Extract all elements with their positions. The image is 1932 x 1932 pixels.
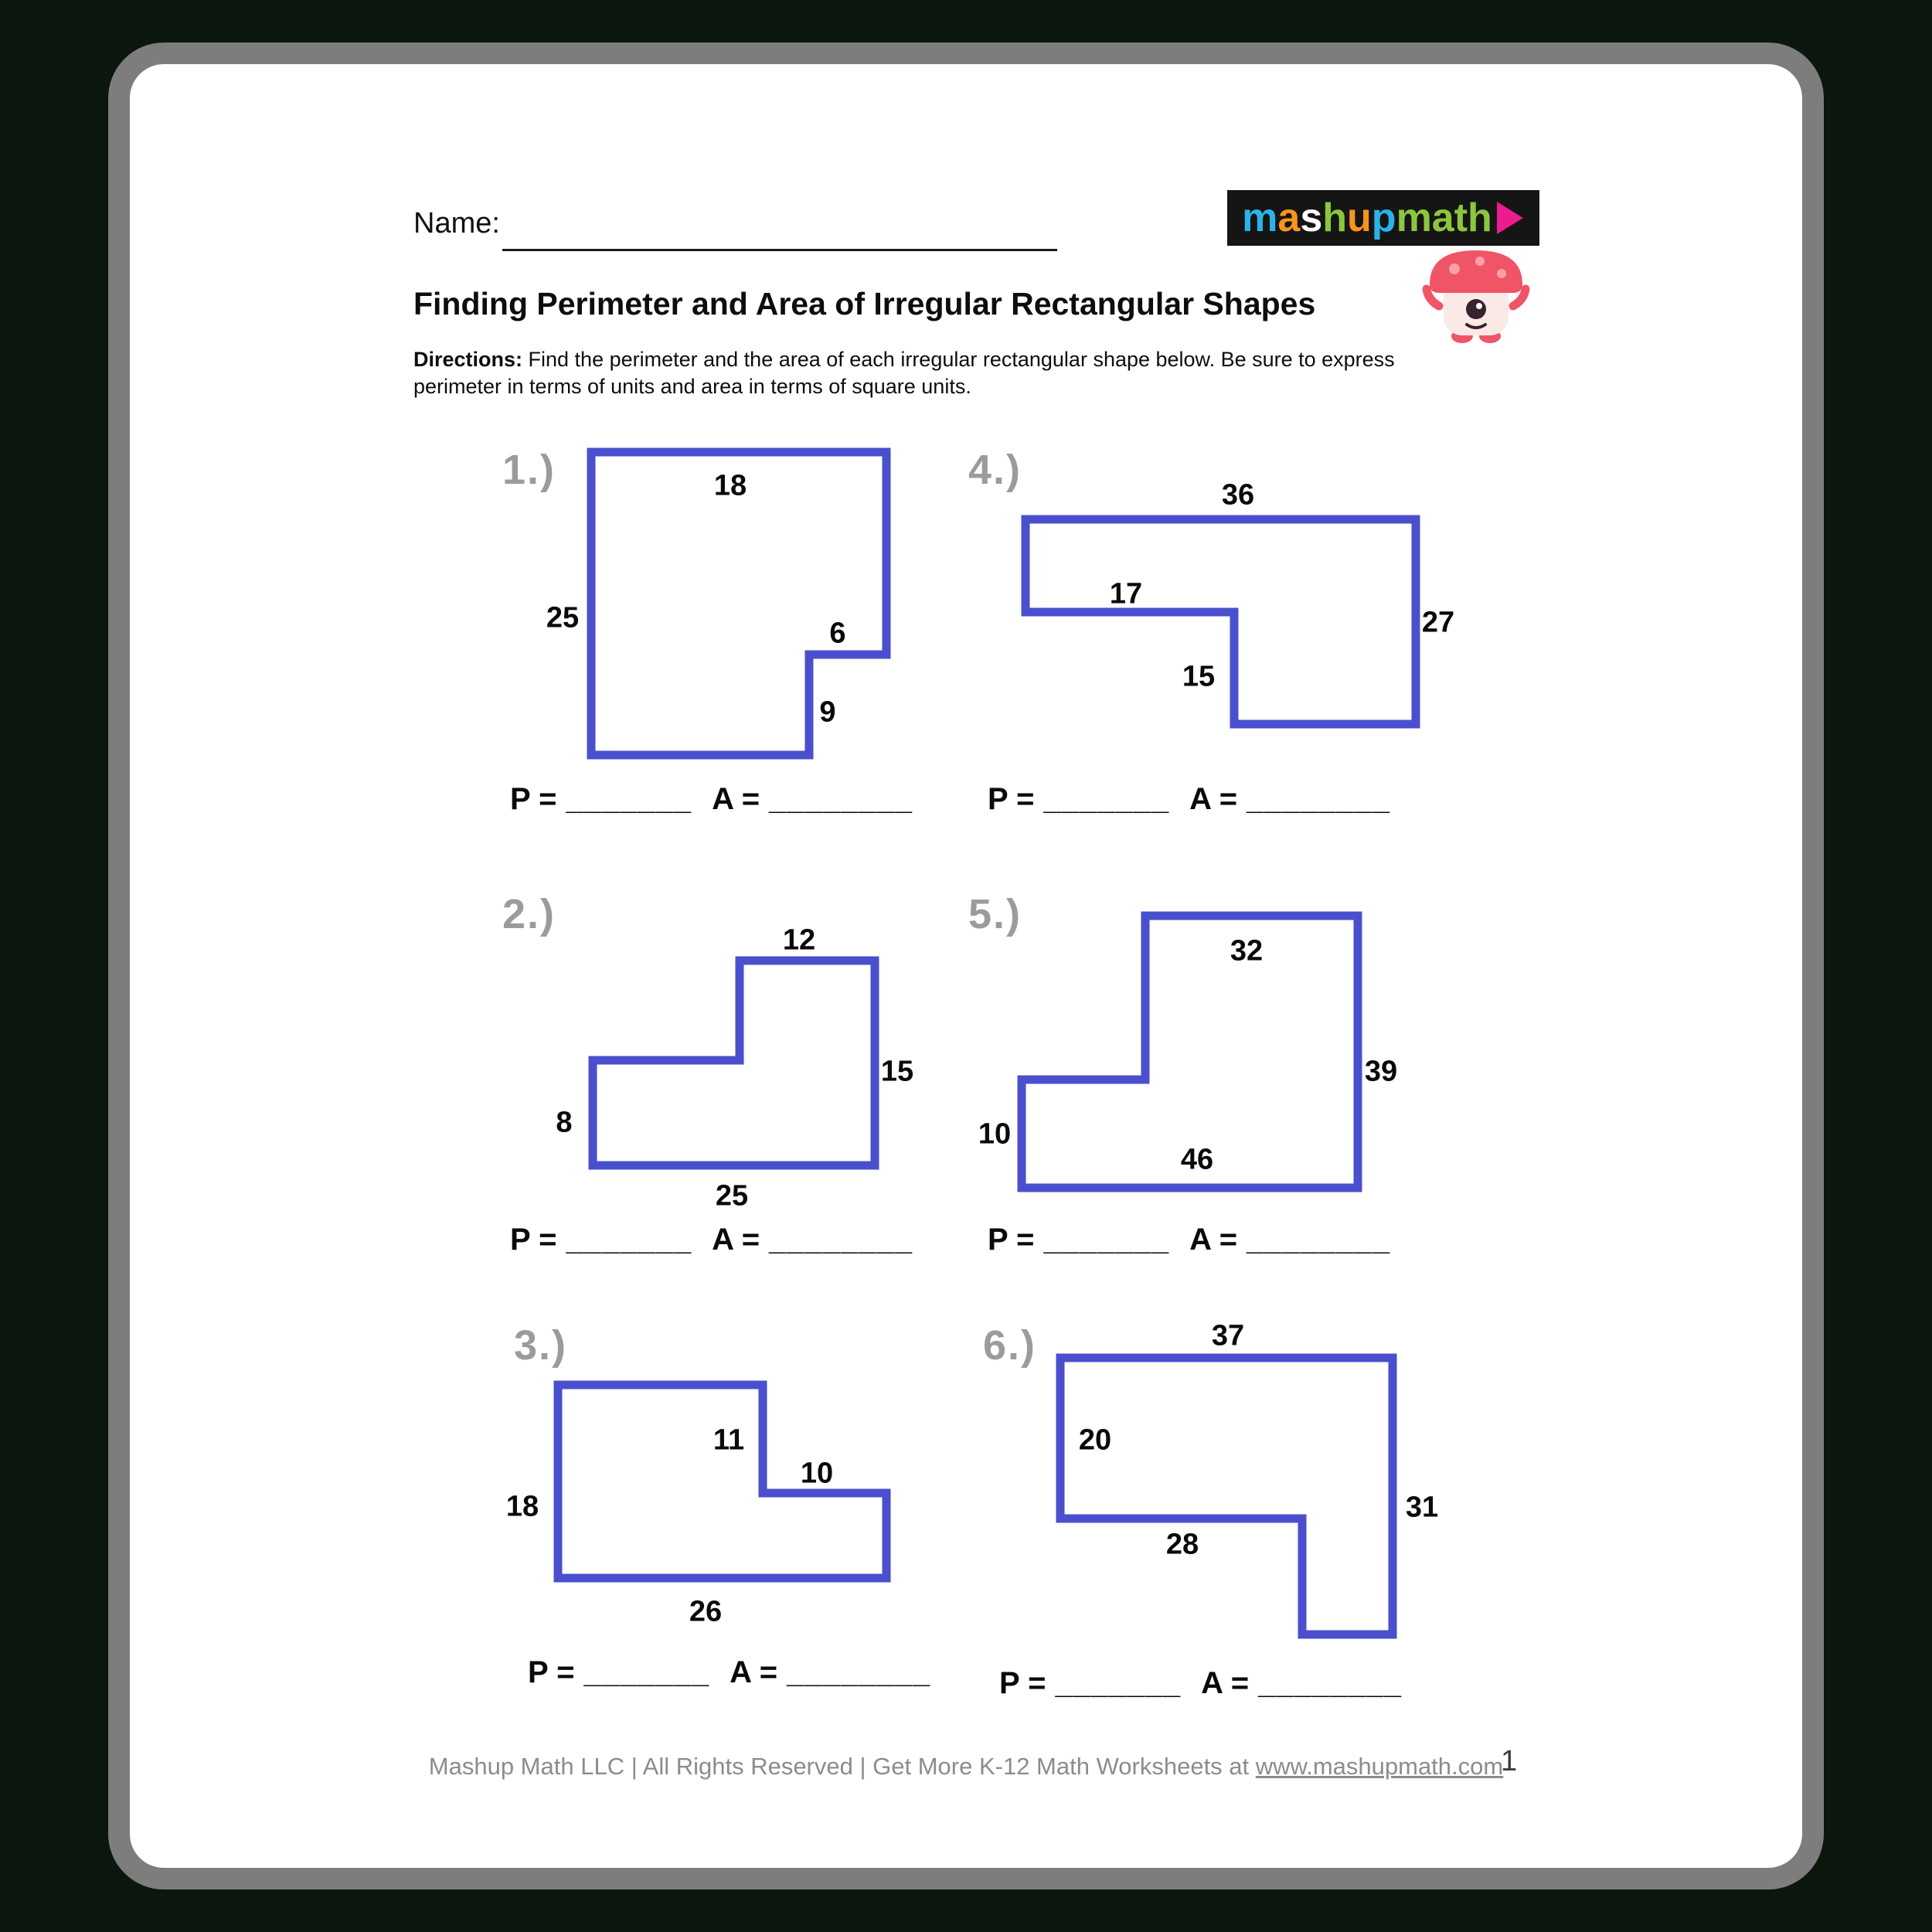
dim-label-step: 10 [800, 1457, 834, 1490]
answer-line-2 [510, 1223, 913, 1257]
shape-6-outline [1056, 1354, 1397, 1639]
footer-link[interactable]: www.mashupmath.com [1255, 1753, 1504, 1780]
dim-label-top: 12 [782, 923, 816, 957]
dim-label-top: 11 [713, 1423, 745, 1457]
dim-label-right: 39 [1364, 1055, 1398, 1088]
dim-label-step-height: 9 [819, 696, 836, 729]
footer [131, 1753, 1801, 1781]
perimeter-label: P = [999, 1666, 1046, 1700]
shape-4-outline [1022, 515, 1420, 729]
perimeter-blank: _______ [1055, 1666, 1182, 1700]
shape-2-outline [589, 957, 879, 1170]
answer-line-6 [999, 1666, 1402, 1701]
answer-line-1 [510, 782, 913, 817]
dim-label-left: 8 [556, 1106, 573, 1139]
dim-label-step-width: 6 [829, 617, 846, 650]
answer-line-4 [988, 782, 1390, 817]
dim-label-bottom: 25 [715, 1179, 749, 1213]
logo-word-math: math [1396, 196, 1492, 240]
perimeter-label: P = [988, 1223, 1035, 1257]
dim-label-top: 32 [1230, 934, 1264, 968]
dim-label-left: 25 [546, 601, 580, 634]
area-label: A = [712, 782, 760, 816]
logo-letter: a [1277, 196, 1301, 240]
footer-text: Mashup Math LLC | All Rights Reserved | Get More K-12 Math Worksheets at [428, 1753, 1256, 1780]
worksheet-title: Finding Perimeter and Area of Irregular Rectangular Shapes [413, 286, 1316, 321]
dim-label-inner-horizontal: 17 [1109, 577, 1143, 611]
dim-label-right: 31 [1405, 1491, 1439, 1524]
problem-number-6: 6.) [983, 1322, 1037, 1369]
perimeter-label: P = [510, 782, 557, 816]
play-triangle-icon [1497, 202, 1525, 234]
monster-mascot-icon [1422, 244, 1530, 345]
logo-letter: s [1300, 196, 1323, 240]
area-label: A = [712, 1223, 760, 1257]
area-blank: ________ [1258, 1666, 1403, 1700]
mashupmath-logo [1227, 190, 1539, 246]
dim-label-left: 20 [1078, 1423, 1112, 1457]
dim-label-right: 27 [1421, 606, 1455, 639]
problem-number-1: 1.) [502, 447, 556, 493]
logo-letter: m [1242, 196, 1278, 240]
perimeter-blank: _______ [1043, 1223, 1170, 1257]
name-blank-line [502, 216, 1057, 251]
problem-number-2: 2.) [502, 891, 556, 937]
logo-letter: h [1322, 196, 1348, 240]
perimeter-label: P = [528, 1655, 575, 1689]
dim-label-bottom: 46 [1180, 1143, 1214, 1176]
logo-letter: p [1371, 196, 1396, 240]
dim-label-top: 37 [1211, 1319, 1245, 1352]
dim-label-left: 10 [978, 1117, 1012, 1151]
directions-label: Directions: [413, 348, 523, 371]
perimeter-blank: _______ [1043, 782, 1170, 816]
dim-label-left: 18 [505, 1490, 539, 1523]
answer-line-5 [988, 1223, 1390, 1257]
perimeter-label: P = [510, 1223, 557, 1257]
dim-label-inner-vertical: 15 [1182, 660, 1216, 693]
perimeter-blank: _______ [583, 1655, 710, 1689]
directions-text [413, 346, 1480, 400]
problem-number-4: 4.) [968, 447, 1022, 493]
dim-label-top: 36 [1221, 478, 1255, 512]
dim-label-inner: 28 [1165, 1528, 1199, 1561]
answer-line-3 [528, 1655, 930, 1690]
area-label: A = [730, 1655, 778, 1689]
problem-number-5: 5.) [968, 891, 1022, 937]
area-blank: ________ [1247, 782, 1391, 816]
dim-label-top: 18 [713, 469, 747, 502]
perimeter-blank: _______ [566, 1223, 692, 1257]
area-label: A = [1201, 1666, 1250, 1700]
logo-letter: u [1347, 196, 1372, 240]
perimeter-blank: _______ [566, 782, 692, 816]
area-blank: ________ [787, 1655, 931, 1689]
area-label: A = [1189, 1223, 1238, 1257]
dim-label-bottom: 26 [689, 1595, 723, 1628]
area-blank: ________ [769, 782, 913, 816]
area-label: A = [1189, 782, 1238, 816]
shape-3-outline [554, 1381, 891, 1583]
page-number: 1 [1501, 1745, 1518, 1777]
area-blank: ________ [769, 1223, 913, 1257]
problem-number-3: 3.) [514, 1322, 568, 1369]
name-label: Name: [413, 207, 500, 240]
perimeter-label: P = [988, 782, 1035, 816]
dim-label-right: 15 [880, 1055, 914, 1088]
directions-body: Find the perimeter and the area of each irregular rectangular shape below. Be sure to express perimeter in terms of units and area in terms of square units. [413, 348, 1395, 399]
area-blank: ________ [1247, 1223, 1391, 1257]
